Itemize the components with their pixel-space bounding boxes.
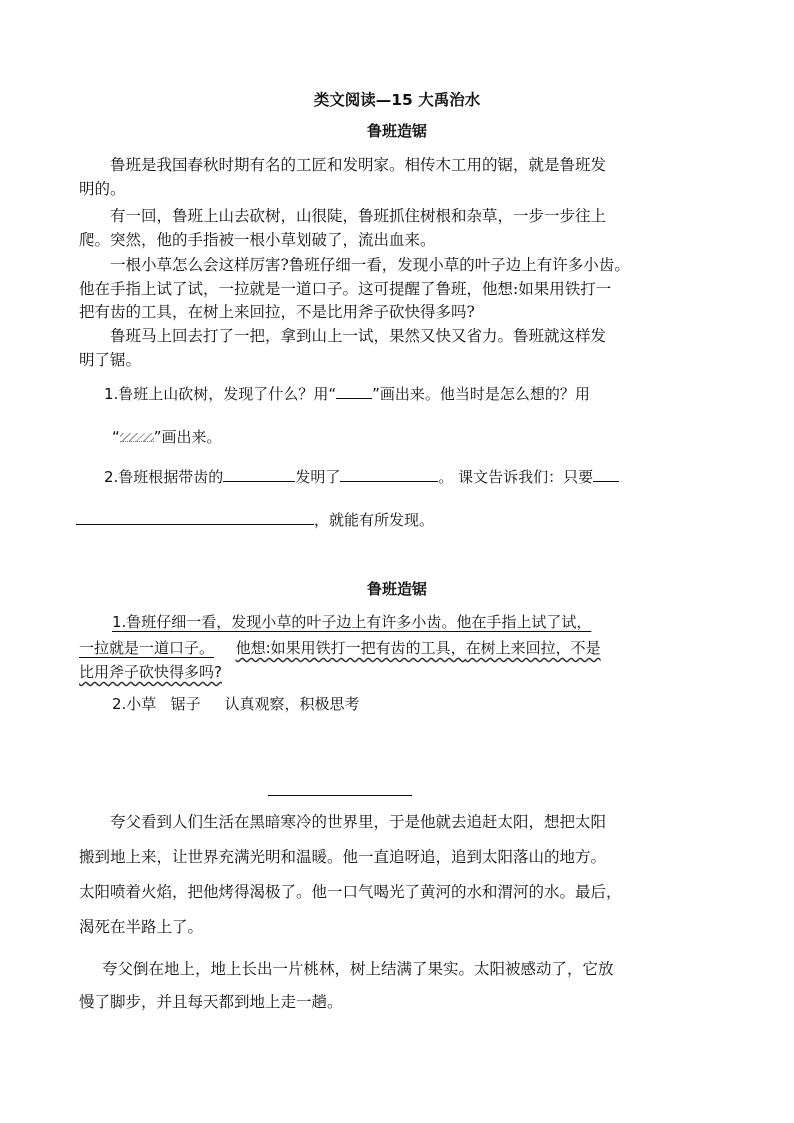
- passage-line: 夸父倒在地上，地上长出一片桃林，树上结满了果实。太阳被感动了，它放: [102, 960, 614, 978]
- answer-underlined: 。他在手指上试了试，: [441, 613, 592, 631]
- passage-line: 一根小草怎么会这样厉害?鲁班仔细一看，发现小草的叶子边上有许多小齿。: [110, 256, 630, 274]
- passage-line: 搬到地上来，让世界充满光明和温暖。他一直追呀追，追到太阳落山的地方。: [79, 848, 607, 866]
- answer-blank[interactable]: [340, 467, 438, 482]
- straight-line-sample: [336, 384, 372, 399]
- question-1: [104, 384, 744, 404]
- question-text: 发明了: [295, 468, 341, 486]
- question-text: ”画出来。: [153, 428, 222, 446]
- answer-wavy: 他想:如果用铁打一把有齿的工具，: [235, 639, 466, 657]
- wavy-line-sample: [120, 433, 154, 442]
- question-text: 1.鲁班上山砍树，发现了什么？用“: [104, 385, 337, 403]
- page-title: 类文阅读—15 大禹治水: [313, 91, 481, 109]
- passage-line: 他在手指上试了试，一拉就是一道口子。这可提醒了鲁班，他想:如果用铁打一: [79, 280, 612, 298]
- passage-line: 有一回，鲁班上山去砍树，山很陡，鲁班抓住树根和杂草，一步一步往上: [110, 207, 607, 225]
- passage-line: 鲁班马上回去打了一把，拿到山上一试，果然又快又省力。鲁班就这样发: [110, 327, 607, 345]
- question-2-cont: [76, 510, 716, 530]
- section-divider: [268, 795, 412, 796]
- passage-line: 夸父看到人们生活在黑暗寒冷的世界里，于是他就去追赶太阳，想把太阳: [110, 813, 607, 831]
- passage-title: 鲁班造锯: [366, 122, 427, 140]
- answer-1-line-1: [112, 612, 752, 632]
- passage-line: 鲁班是我国春秋时期有名的工匠和发明家。相传木工用的锯，就是鲁班发: [110, 156, 607, 174]
- answer-blank[interactable]: [223, 467, 295, 482]
- question-1-cont: [112, 427, 752, 447]
- question-text: ”画出来。他当时是怎么想的？用: [372, 385, 590, 403]
- answer-heading: 鲁班造锯: [366, 580, 427, 598]
- passage-line: 明的。: [79, 180, 126, 198]
- answer-wavy: 在树上来回拉，不是: [465, 639, 601, 657]
- passage-line: 爬。突然，他的手指被一根小草划破了，流出血来。: [79, 231, 436, 249]
- question-2: [104, 467, 744, 487]
- answer-underlined: 1.鲁班仔细一看，发现小草的叶子边上有许多小齿: [112, 613, 442, 631]
- question-text: ，就能有所发现。: [314, 511, 435, 529]
- question-text: 。 课文告诉我们：只要: [438, 468, 594, 486]
- answer-1-line-2: [79, 638, 719, 658]
- answer-blank[interactable]: [76, 510, 314, 525]
- answer-2: 2.小草 锯子 认真观察，积极思考: [112, 695, 360, 713]
- question-text: “: [112, 428, 120, 446]
- answer-blank[interactable]: [593, 467, 619, 482]
- answer-underlined: 一拉就是一道口子。: [79, 639, 215, 657]
- passage-line: 渴死在半路上了。: [79, 918, 204, 936]
- answer-wavy: 比用斧子砍快得多吗?: [79, 663, 222, 681]
- answer-1-line-3: [79, 662, 719, 682]
- passage-line: 太阳喷着火焰，把他烤得渴极了。他一口气喝光了黄河的水和渭河的水。最后，: [79, 883, 622, 901]
- question-text: 2.鲁班根据带齿的: [104, 468, 224, 486]
- passage-line: 把有齿的工具，在树上来回拉，不是比用斧子砍快得多吗?: [79, 303, 475, 321]
- passage-line: 明了锯。: [79, 351, 142, 369]
- passage-line: 慢了脚步，并且每天都到地上走一趟。: [79, 993, 343, 1011]
